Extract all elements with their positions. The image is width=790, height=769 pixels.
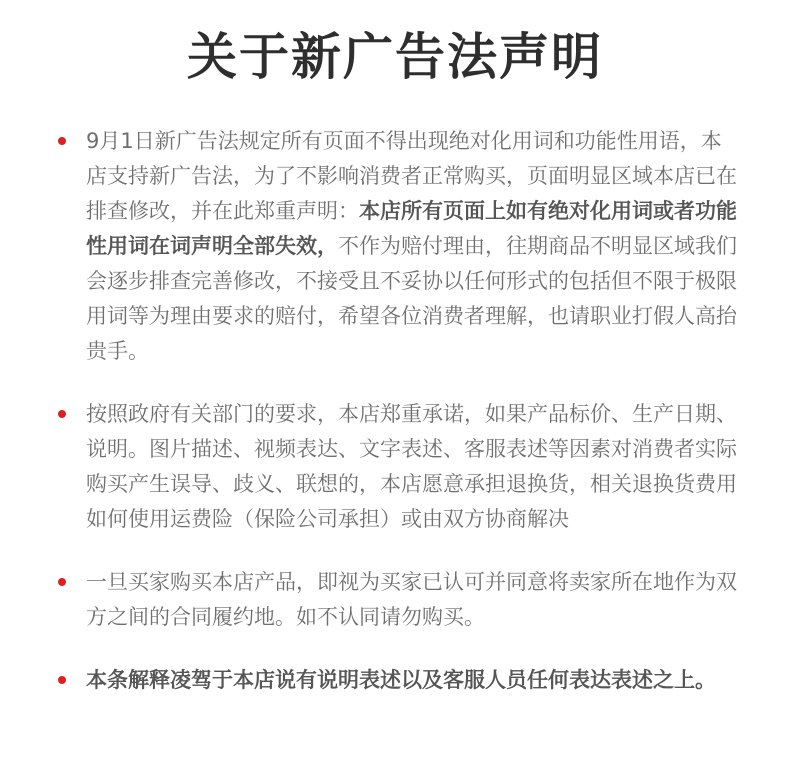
item-text: 不作为赔付理由，往期商品不明显区域我们会逐步排查完善修改，不接受且不妥协以任何形式的包括但不限于极限用词等为理由要求的赔付，希望各位消费者理解，也请职业打假人高抬贵手。 [86,234,737,363]
bullet-dot-icon [58,676,66,684]
list-item [62,397,742,537]
item-emphasis-text: 本店所有页面上如有绝对化用词或者功能性用词在词声明全部失效， [86,199,737,258]
item-emphasis-text: 本条解释凌驾于本店说有说明表述以及客服人员任何表达表述之上。 [86,668,716,692]
notice-list [62,124,742,698]
bullet-dot-icon [58,137,66,145]
bullet-dot-icon [58,578,66,586]
list-item [62,124,742,369]
page-title: 关于新广告法声明 [187,28,603,86]
bullet-dot-icon [58,410,66,418]
item-text: 一旦买家购买本店产品，即视为买家已认可并同意将卖家所在地作为双方之间的合同履约地。如不认同请勿购买。 [86,570,737,629]
list-item [62,663,742,698]
item-text: 9月1日新广告法规定所有页面不得出现绝对化用词和功能性用语，本店支持新广告法，为了不影响消费者正常购买，页面明显区域本店已在排查修改，并在此郑重声明： [86,129,737,223]
list-item [62,565,742,635]
item-text: 按照政府有关部门的要求，本店郑重承诺，如果产品标价、生产日期、说明。图片描述、视频表达、文字表述、客服表述等因素对消费者实际购买产生误导、歧义、联想的，本店愿意承担退换货，相关退换货费用如何使用运费险（保险公司承担）或由双方协商解决 [86,402,737,531]
